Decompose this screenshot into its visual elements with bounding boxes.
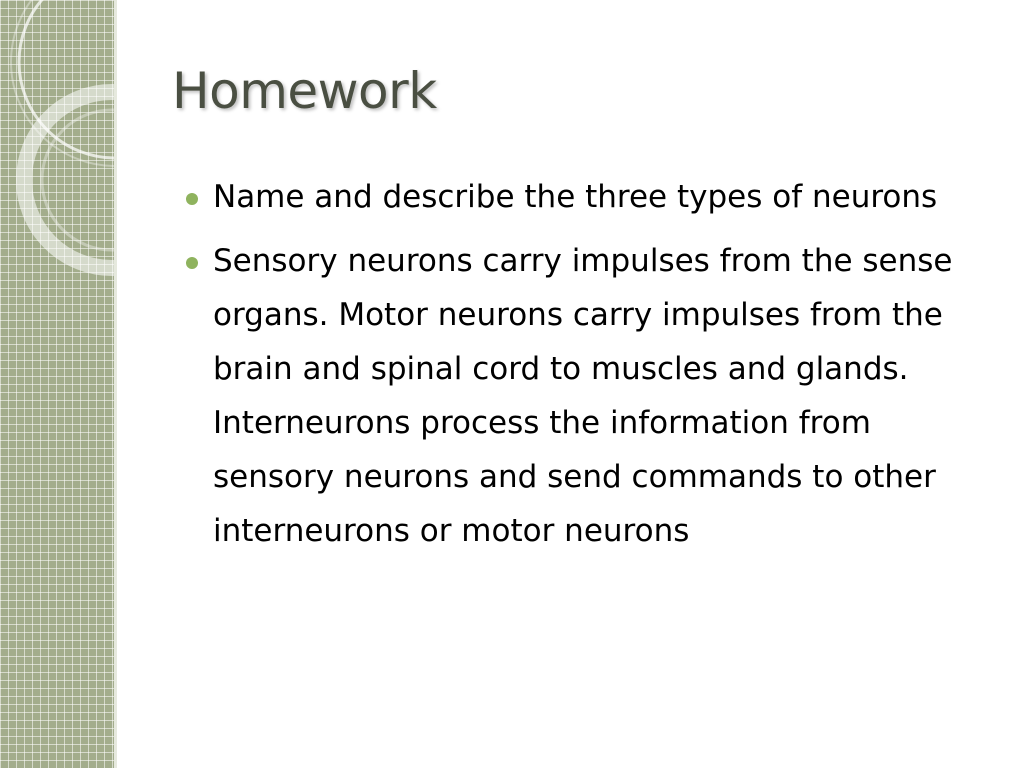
bullet-text: Name and describe the three types of neurons [213,179,938,215]
slide-title: Homework [172,62,437,120]
bullet-item [186,234,986,558]
band-divider [114,0,117,768]
bullet-item [186,170,986,224]
bullet-dot-icon [186,257,198,269]
bullet-dot-icon [186,193,198,205]
decorative-circles-graphic [0,0,114,768]
bullet-list [186,170,986,568]
bullet-text: Sensory neurons carry impulses from the sense organs. Motor neurons carry impulses from the brain and spinal cord to muscles and glands. Interneurons process the information from sensory neurons and send commands to other interneurons or motor neurons [213,243,953,549]
decorative-side-band [0,0,114,768]
